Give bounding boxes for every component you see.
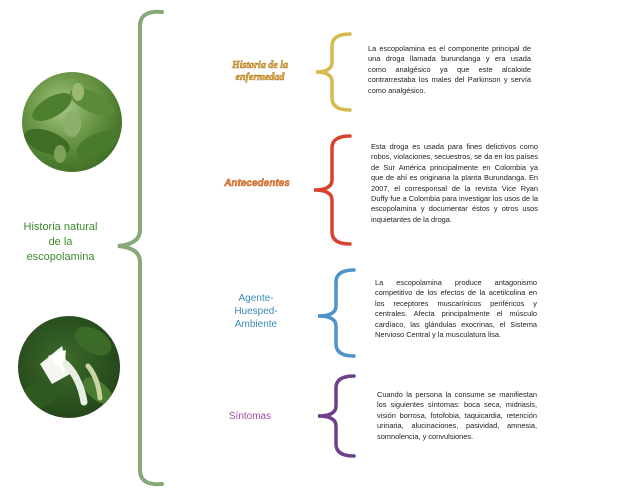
category-antecedentes: Antecedentes <box>224 178 290 189</box>
sintomas-bracket <box>318 376 354 456</box>
description-agente: La escopolamina produce antagonismo competitivo de los efectos de la acetilcolina en los receptores muscarínicos periféricos y centrales. Afecta principalmente el músculo cardíaco, las glándulas exocrinas, el Sistema Nervioso Central y la musculatura lisa. <box>375 278 537 340</box>
datura-flower-photo <box>18 316 120 418</box>
agente-bracket <box>318 270 354 356</box>
description-antecedentes: Esta droga es usada para fines delictivos como robos, violaciones, secuestros, se da en los países de Sur América principalmente en Colombia ya que de ahí es originaria la planta Burundanga. En 2007, el corresponsal de la revista Vice Ryan Duffy fue a Colombia para investigar los usos de la escopolamina y documentar éstos y otros usos inquietantes de la droga. <box>371 142 538 224</box>
historia-bracket <box>316 34 350 110</box>
main-bracket <box>118 12 162 484</box>
antecedentes-bracket <box>314 136 350 244</box>
flower-illustration <box>18 316 120 418</box>
datura-plant-photo <box>22 72 122 172</box>
description-historia: La escopolamina es el componente principal de una droga llamada burundanga y era usada como analgésico ya que este alcaloide contrarrestaba los males del Parkinson y servía como analgésico. <box>368 44 531 95</box>
main-topic-label: Historia natural de la escopolamina <box>23 221 98 263</box>
leaves-illustration <box>22 72 122 172</box>
category-sintomas: Síntomas <box>228 411 272 422</box>
category-historia: Historia de la enfermedad <box>231 60 289 83</box>
category-agente-huesped-ambiente: Agente-Huesped-Ambiente <box>234 293 278 330</box>
description-sintomas: Cuando la persona la consume se manifiestan los siguientes síntomas: boca seca, midriasis, visión borrosa, fotofobia, taquicardia, retención urinaria, alucinaciones, pasividad, amnesia, somnolencia, y convulsiones. <box>377 390 537 441</box>
